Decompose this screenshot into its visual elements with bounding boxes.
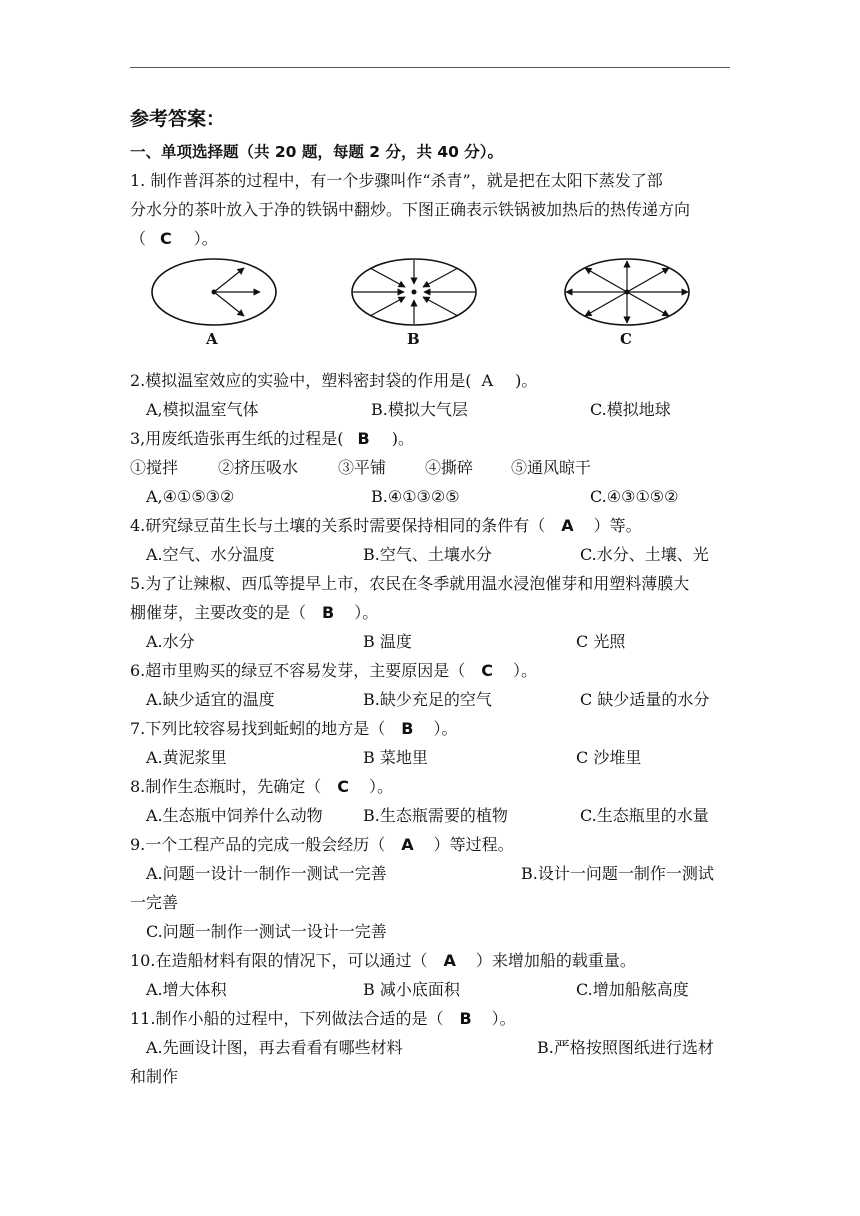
q6-answer: C [481, 661, 494, 680]
q6-stem-text: 6.超市里购买的绿豆不容易发芽，主要原因是（ [130, 661, 466, 680]
q5-option-c: C 光照 [576, 632, 626, 651]
q5-line1: 5.为了让辣椒、西瓜等提早上市，农民在冬季就用温水浸泡催芽和用塑料薄膜大 [130, 574, 690, 593]
q10-stem [130, 950, 730, 972]
q7-answer: B [401, 719, 414, 738]
heat-transfer-diagrams [0, 0, 860, 360]
q1-line2: 分水分的茶叶放入于净的铁锅中翻炒。下图正确表示铁锅被加热后的热传递方向 [130, 200, 691, 219]
q7-stem [130, 718, 730, 740]
q7-option-a: A.黄泥浆里 [146, 748, 227, 767]
q9-stem [130, 834, 730, 856]
q8-option-a: A.生态瓶中饲养什么动物 [146, 806, 323, 825]
q8-stem-end: ）。 [369, 777, 394, 796]
q2-option-c: C.模拟地球 [590, 400, 671, 419]
q3-step-2: ②挤压吸水 [218, 458, 299, 477]
q10-answer: A [443, 951, 456, 970]
q4-stem-text: 4.研究绿豆苗生长与土壤的关系时需要保持相同的条件有（ [130, 516, 546, 535]
q11-option-b-cont: 和制作 [130, 1067, 179, 1086]
q3-stem-text: 3,用废纸造张再生纸的过程是( [130, 429, 344, 448]
q4-option-a: A.空气、水分温度 [146, 545, 275, 564]
q11-stem [130, 1008, 730, 1030]
q1-ans-open: （ [130, 229, 147, 248]
q9-stem-text: 9.一个工程产品的完成一般会经历（ [130, 835, 386, 854]
q2-stem [130, 370, 730, 392]
q9-option-b: B.设计一问题一制作一测试 [521, 864, 714, 883]
q1-answer: C [160, 229, 172, 248]
q4-option-b: B.空气、土壤水分 [363, 545, 492, 564]
q6-stem-end: ）。 [513, 661, 538, 680]
q2-answer: A [481, 371, 494, 390]
diagram-c [565, 259, 689, 325]
q9-option-b-cont: 一完善 [130, 893, 179, 912]
q10-stem-text: 10.在造船材料有限的情况下，可以通过（ [130, 951, 428, 970]
q3-stem-end: )。 [391, 429, 414, 448]
q11-stem-end: ）。 [491, 1009, 516, 1028]
q11-stem-text: 11.制作小船的过程中，下列做法合适的是（ [130, 1009, 444, 1028]
figure-label-c: C [620, 330, 632, 348]
q8-option-b: B.生态瓶需要的植物 [363, 806, 508, 825]
q6-option-a: A.缺少适宜的温度 [146, 690, 275, 709]
diagram-a [152, 259, 276, 325]
section-heading: 一、单项选择题（共 20 题，每题 2 分，共 40 分）。 [130, 143, 504, 161]
figure-label-a: A [206, 330, 218, 348]
q4-stem-end: ）等。 [593, 516, 642, 535]
q6-option-c: C 缺少适量的水分 [580, 690, 710, 709]
q4-option-c: C.水分、土壤、光 [580, 545, 709, 564]
q7-option-b: B 菜地里 [363, 748, 428, 767]
q5-stem-text: 棚催芽，主要改变的是（ [130, 603, 307, 622]
q4-stem [130, 515, 730, 537]
q6-option-b: B.缺少充足的空气 [363, 690, 492, 709]
q2-stem-end: )。 [515, 371, 538, 390]
figure-label-b: B [407, 330, 420, 348]
q8-option-c: C.生态瓶里的水量 [580, 806, 709, 825]
q11-answer: B [459, 1009, 472, 1028]
q5-answer: B [322, 603, 335, 622]
q3-step-3: ③平铺 [338, 458, 387, 477]
diagram-b [352, 259, 476, 325]
page-title: 参考答案： [130, 108, 226, 130]
q7-stem-end: ）。 [433, 719, 458, 738]
q11-option-a: A.先画设计图，再去看看有哪些材料 [146, 1038, 403, 1057]
q5-option-b: B 温度 [363, 632, 412, 651]
q9-answer: A [401, 835, 414, 854]
q10-option-a: A.增大体积 [146, 980, 227, 999]
q9-option-c: C.问题一制作一测试一设计一完善 [146, 922, 387, 941]
q5-stem-end: ）。 [354, 603, 379, 622]
q2-stem-text: 2.模拟温室效应的实验中，塑料密封袋的作用是( [130, 371, 472, 390]
q7-option-c: C 沙堆里 [576, 748, 642, 767]
q9-stem-end: ）等过程。 [433, 835, 514, 854]
q6-stem [130, 660, 730, 682]
q10-option-b: B 减小底面积 [363, 980, 460, 999]
q2-option-a: A,模拟温室气体 [146, 400, 259, 419]
q8-answer: C [337, 777, 350, 796]
q3-option-a: A,④①⑤③② [146, 487, 235, 506]
q4-answer: A [561, 516, 574, 535]
q5-stem [130, 602, 730, 624]
q10-stem-end: ）来增加船的载重量。 [475, 951, 636, 970]
q1-line1: 1. 制作普洱茶的过程中，有一个步骤叫作“杀青”，就是把在太阳下蒸发了部 [130, 171, 663, 190]
q3-step-1: ①搅拌 [130, 458, 179, 477]
q3-answer: B [357, 429, 370, 448]
q5-option-a: A.水分 [146, 632, 195, 651]
q9-option-a: A.问题一设计一制作一测试一完善 [146, 864, 387, 883]
q11-option-b: B.严格按照图纸进行选材 [537, 1038, 714, 1057]
q7-stem-text: 7.下列比较容易找到蚯蚓的地方是（ [130, 719, 386, 738]
q3-step-5: ⑤通风晾干 [511, 458, 592, 477]
q2-option-b: B.模拟大气层 [371, 400, 468, 419]
q8-stem-text: 8.制作生态瓶时，先确定（ [130, 777, 322, 796]
q8-stem [130, 776, 730, 798]
q10-option-c: C.增加船舷高度 [576, 980, 689, 999]
q1-ans-close: ）。 [193, 229, 218, 248]
q3-option-c: C.④③①⑤② [590, 487, 679, 506]
q3-option-b: B.④①③②⑤ [371, 487, 460, 506]
q3-stem [130, 428, 730, 450]
q3-step-4: ④撕碎 [425, 458, 474, 477]
